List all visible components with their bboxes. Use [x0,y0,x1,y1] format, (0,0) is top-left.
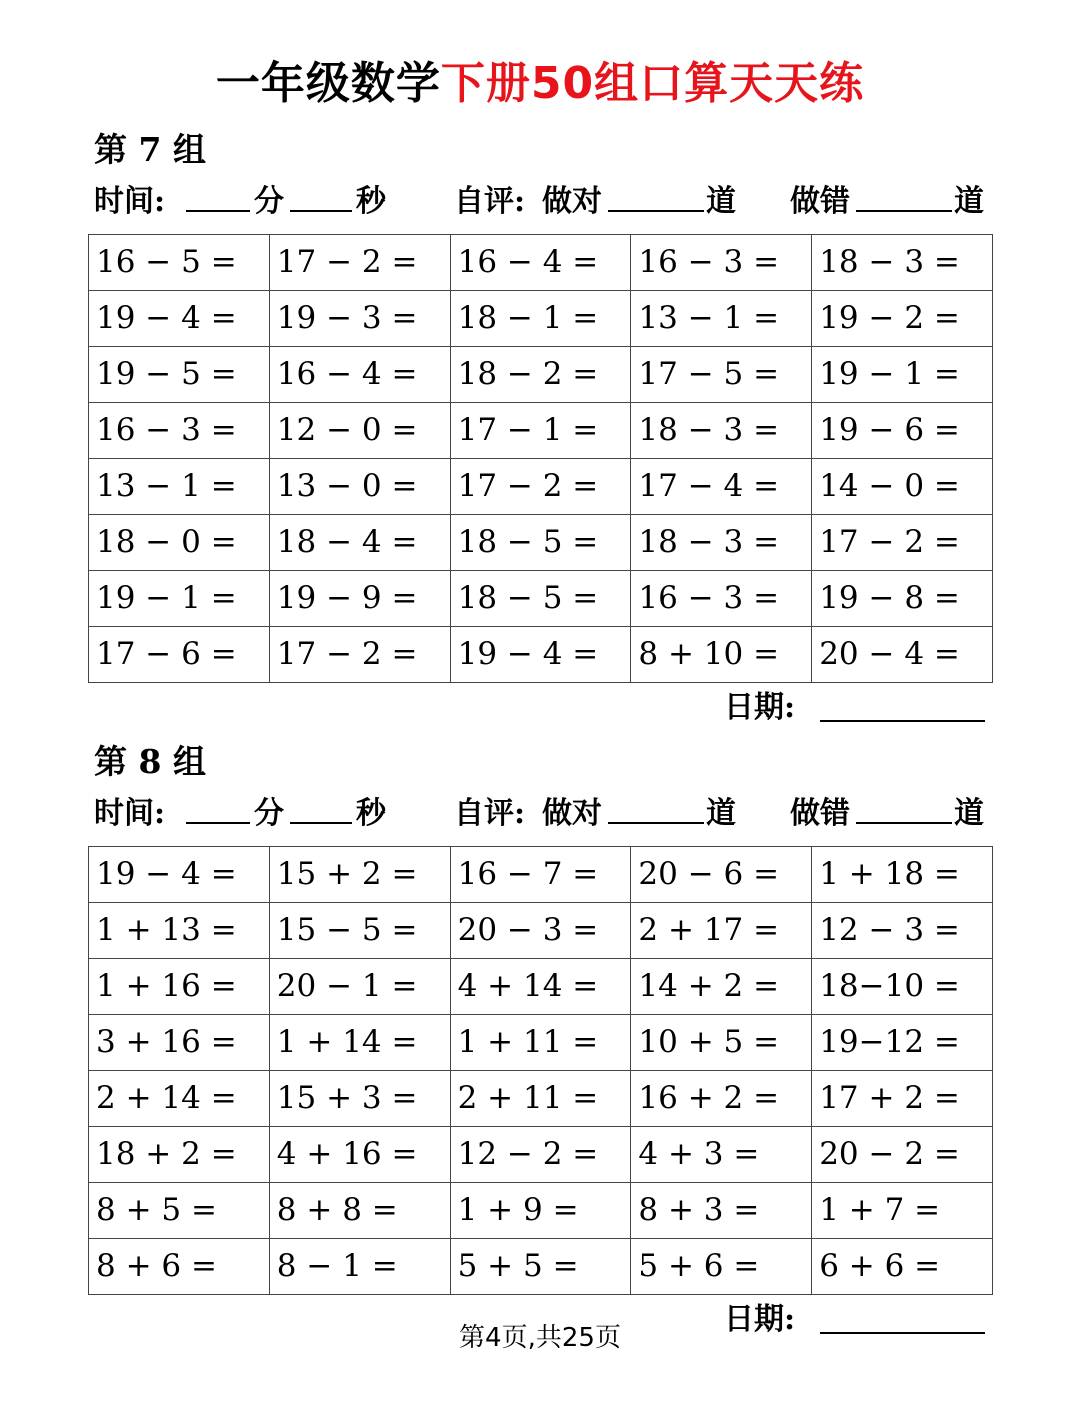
problem-cell[interactable]: 18 − 2 = [450,347,631,403]
grid-row [89,347,993,403]
correct-unit: 道 [706,796,736,831]
problem-cell[interactable]: 19 − 1 = [89,571,270,627]
problem-cell[interactable]: 1 + 14 = [269,1015,450,1071]
group-title: 第 8 组 [94,742,206,781]
problem-cell[interactable]: 14 + 2 = [631,959,812,1015]
grid-row [89,903,993,959]
problem-cell[interactable]: 1 + 11 = [450,1015,631,1071]
problem-cell[interactable]: 12 − 2 = [450,1127,631,1183]
problem-cell[interactable]: 8 + 3 = [631,1183,812,1239]
problem-cell[interactable]: 4 + 14 = [450,959,631,1015]
correct-label: 做对 [542,184,602,219]
correct-unit: 道 [706,184,736,219]
problem-cell[interactable]: 10 + 5 = [631,1015,812,1071]
problem-cell[interactable]: 2 + 11 = [450,1071,631,1127]
problem-cell[interactable]: 16 + 2 = [631,1071,812,1127]
problem-cell[interactable]: 5 + 5 = [450,1239,631,1295]
problem-cell[interactable]: 8 − 1 = [269,1239,450,1295]
problem-cell[interactable]: 19 − 2 = [812,291,993,347]
problem-cell[interactable]: 1 + 16 = [89,959,270,1015]
problem-cell[interactable]: 3 + 16 = [89,1015,270,1071]
problem-cell[interactable]: 16 − 7 = [450,847,631,903]
problem-cell[interactable]: 19 − 9 = [269,571,450,627]
problem-cell[interactable]: 18 − 3 = [812,235,993,291]
problem-cell[interactable]: 18 + 2 = [89,1127,270,1183]
page-footer: 第4页,共25页 [459,1323,621,1353]
group-meta-row [94,792,994,836]
self-eval-label: 自评: [454,796,526,831]
date-label: 日期: [724,1302,796,1337]
problem-cell[interactable]: 19 − 5 = [89,347,270,403]
grid-row [89,847,993,903]
problem-cell[interactable]: 19−12 = [812,1015,993,1071]
problem-cell[interactable]: 16 − 3 = [631,235,812,291]
problem-grid [88,846,993,1295]
problem-cell[interactable]: 6 + 6 = [812,1239,993,1295]
wrong-label: 做错 [790,184,850,219]
problem-cell[interactable]: 2 + 17 = [631,903,812,959]
problem-cell[interactable]: 18 − 3 = [631,403,812,459]
problem-cell[interactable]: 5 + 6 = [631,1239,812,1295]
problem-cell[interactable]: 18 − 0 = [89,515,270,571]
problem-cell[interactable]: 16 − 5 = [89,235,270,291]
problem-grid [88,234,993,683]
problem-cell[interactable]: 20 − 1 = [269,959,450,1015]
minutes-label: 分 [254,796,284,831]
problem-cell[interactable]: 17 − 2 = [812,515,993,571]
grid-row [89,571,993,627]
problem-cell[interactable]: 17 − 5 = [631,347,812,403]
problem-cell[interactable]: 1 + 18 = [812,847,993,903]
problem-cell[interactable]: 8 + 10 = [631,627,812,683]
problem-cell[interactable]: 20 − 2 = [812,1127,993,1183]
problem-cell[interactable]: 14 − 0 = [812,459,993,515]
group-title: 第 7 组 [94,130,206,169]
title-red-part: 下册50组口算天天练 [440,58,865,109]
problem-cell[interactable]: 17 − 6 = [89,627,270,683]
problem-cell[interactable]: 19 − 4 = [89,291,270,347]
problem-cell[interactable]: 19 − 8 = [812,571,993,627]
grid-row [89,459,993,515]
grid-row [89,291,993,347]
problem-cell[interactable]: 8 + 5 = [89,1183,270,1239]
grid-row [89,235,993,291]
self-eval-label: 自评: [454,184,526,219]
grid-row [89,515,993,571]
problem-cell[interactable]: 18 − 5 = [450,571,631,627]
problem-cell[interactable]: 16 − 4 = [269,347,450,403]
time-label: 时间: [94,184,166,219]
problem-cell[interactable]: 19 − 4 = [89,847,270,903]
problem-cell[interactable]: 17 − 4 = [631,459,812,515]
problem-cell[interactable]: 1 + 9 = [450,1183,631,1239]
problem-cell[interactable]: 15 + 3 = [269,1071,450,1127]
problem-cell[interactable]: 16 − 4 = [450,235,631,291]
page-title [0,52,1080,116]
problem-cell[interactable]: 20 − 4 = [812,627,993,683]
seconds-label: 秒 [356,796,386,831]
problem-cell[interactable]: 18 − 1 = [450,291,631,347]
problem-cell[interactable]: 12 − 0 = [269,403,450,459]
problem-cell[interactable]: 13 − 1 = [631,291,812,347]
problem-cell[interactable]: 4 + 16 = [269,1127,450,1183]
problem-cell[interactable]: 20 − 6 = [631,847,812,903]
grid-row [89,1239,993,1295]
problem-cell[interactable]: 12 − 3 = [812,903,993,959]
grid-row [89,1015,993,1071]
problem-cell[interactable]: 18 − 5 = [450,515,631,571]
grid-row [89,627,993,683]
problem-cell[interactable]: 1 + 13 = [89,903,270,959]
problem-cell[interactable]: 18 − 4 = [269,515,450,571]
problem-cell[interactable]: 19 − 3 = [269,291,450,347]
problem-cell[interactable]: 20 − 3 = [450,903,631,959]
seconds-label: 秒 [356,184,386,219]
correct-label: 做对 [542,796,602,831]
problem-cell[interactable]: 1 + 7 = [812,1183,993,1239]
group-meta-row [94,180,994,224]
time-label: 时间: [94,796,166,831]
date-label: 日期: [724,690,796,725]
problem-cell[interactable]: 16 − 3 = [89,403,270,459]
grid-row [89,403,993,459]
date-line [820,720,985,722]
problem-cell[interactable]: 17 + 2 = [812,1071,993,1127]
title-black-part: 一年级数学 [215,58,441,109]
problem-cell[interactable]: 4 + 3 = [631,1127,812,1183]
wrong-unit: 道 [954,796,984,831]
wrong-label: 做错 [790,796,850,831]
grid-row [89,1183,993,1239]
minutes-label: 分 [254,184,284,219]
grid-row [89,1127,993,1183]
problem-cell[interactable]: 18 − 3 = [631,515,812,571]
wrong-unit: 道 [954,184,984,219]
problem-cell[interactable]: 17 − 2 = [269,627,450,683]
problem-cell[interactable]: 17 − 1 = [450,403,631,459]
problem-cell[interactable]: 15 + 2 = [269,847,450,903]
problem-cell[interactable]: 13 − 1 = [89,459,270,515]
problem-cell[interactable]: 15 − 5 = [269,903,450,959]
problem-cell[interactable]: 13 − 0 = [269,459,450,515]
grid-row [89,959,993,1015]
date-field[interactable] [724,686,994,730]
problem-cell[interactable]: 2 + 14 = [89,1071,270,1127]
problem-cell[interactable]: 19 − 1 = [812,347,993,403]
problem-cell[interactable]: 16 − 3 = [631,571,812,627]
problem-cell[interactable]: 19 − 4 = [450,627,631,683]
grid-row [89,1071,993,1127]
problem-cell[interactable]: 8 + 6 = [89,1239,270,1295]
problem-cell[interactable]: 8 + 8 = [269,1183,450,1239]
problem-cell[interactable]: 17 − 2 = [269,235,450,291]
problem-cell[interactable]: 18−10 = [812,959,993,1015]
problem-cell[interactable]: 17 − 2 = [450,459,631,515]
problem-cell[interactable]: 19 − 6 = [812,403,993,459]
